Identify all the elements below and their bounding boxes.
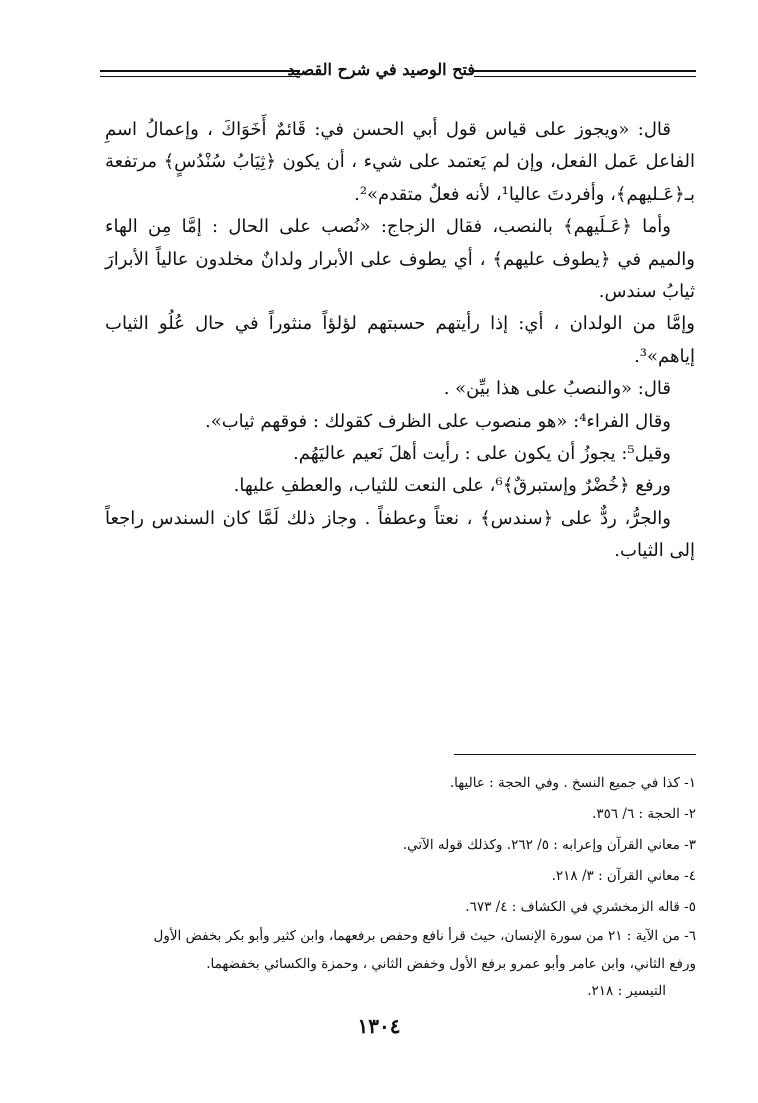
footnote-continuation: التيسير : ٢١٨.	[587, 983, 666, 999]
header-title: فتح الوصيد في شرح القصيد	[287, 60, 475, 79]
footnote: ١- كذا في جميع النسخ . وفي الحجة : عاليها.	[449, 775, 696, 791]
running-header	[100, 58, 696, 86]
header-rule-left	[100, 70, 300, 77]
footnote-continuation: ورفع الثاني، وابن عامر وأبو عمرو برفع الأول وخفض الثاني ، وحمزة والكسائي بخفضهما.	[206, 956, 696, 972]
footnote: ٢- الحجة : ٦/ ٣٥٦.	[592, 806, 696, 822]
paragraph: قال: «ويجوز على قياس قول أبي الحسن في: قَائمٌ أَخَوَاكَ ، وإعمالُ اسمِ الفاعل عَمل الفعل، وإن لم يَعتمد على شيء ، أن يكون ﴿ثِيَابُ سُنْدُسٍ﴾ مرتفعة بـ﴿عَـليهم﴾، وأفردتَ عاليا¹، لأنه فعلٌ متقدم»².	[105, 119, 695, 205]
footnote: ٥- قاله الزمخشري في الكشاف : ٤/ ٦٧٣.	[465, 899, 696, 915]
paragraph: وقيل⁵: يجوزُ أن يكون على : رأيت أهلَ نَعيم عاليَهُم.	[293, 443, 671, 465]
paragraph: والجرُّ، ردٌّ على ﴿سندس﴾ ، نعتاً وعطفاً . وجاز ذلك لَمَّا كان السندس راجعاً إلى الثياب.	[105, 507, 695, 562]
main-text	[105, 114, 695, 568]
paragraph: ورفع ﴿خُضْرٌ وإستبرقٌ﴾⁶، على النعت للثياب، والعطفِ عليها.	[233, 475, 671, 497]
header-rule-right	[474, 70, 696, 77]
paragraph: قال: «والنصبُ على هذا بيِّن» .	[443, 378, 671, 400]
footnote: ٦- من الآية : ٢١ من سورة الإنسان، حيث قرأ نافع وحفص برفعهما، وابن كثير وأبو بكر بخفض الأول	[153, 928, 696, 944]
footnote-separator	[454, 754, 696, 755]
footnote: ٣- معاني القرآن وإعرابه : ٥/ ٢٦٢. وكذلك قوله الآتي.	[402, 837, 696, 853]
paragraph: وأما ﴿عَـلَيهم﴾ بالنصب، فقال الزجاج: «نُصب على الحال : إمَّا مِن الهاء والميم في ﴿يطوف عليهم﴾ ، أي يطوف على الأبرار ولدانٌ مخلدون عالياً الأبرارَ ثيابُ سندس.	[105, 216, 695, 303]
footnotes	[100, 768, 696, 1004]
footnote: ٤- معاني القرآن : ٣/ ٢١٨.	[551, 868, 696, 884]
paragraph: وقال الفراء⁴: «هو منصوب على الظرف كقولك : فوقهم ثياب».	[205, 410, 671, 432]
page-number: ١٣٠٤	[357, 1014, 401, 1038]
paragraph: وإمَّا من الولدان ، أي: إذا رأيتهم حسبتهم لؤلؤاً منثوراً في حال عُلُو الثياب إياهم»³.	[105, 313, 695, 367]
